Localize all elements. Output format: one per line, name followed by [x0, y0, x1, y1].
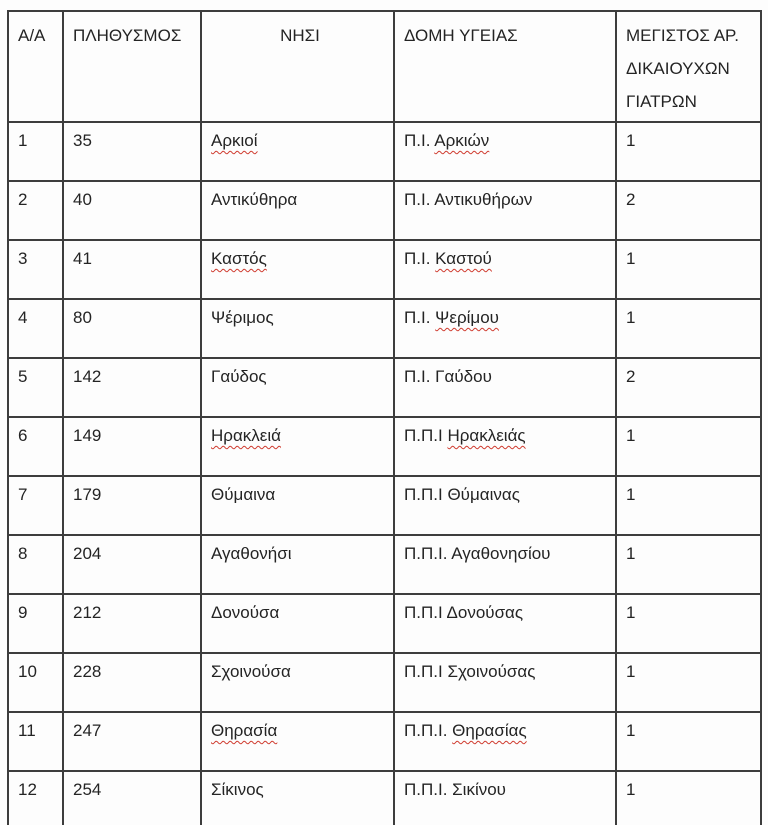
- cell-population: 80: [63, 299, 201, 358]
- cell-max-doctors: 1: [616, 594, 761, 653]
- cell-island: [201, 358, 394, 417]
- cell-population: 142: [63, 358, 201, 417]
- table-row: [8, 181, 761, 240]
- cell-population: 212: [63, 594, 201, 653]
- health-unit-text: Π.Π.Ι: [404, 426, 448, 445]
- island-misspelled-text: Αρκιοί: [211, 131, 258, 150]
- cell-max-doctors: 1: [616, 771, 761, 825]
- cell-population: 204: [63, 535, 201, 594]
- health-unit-misspelled-text: Θηρασίας: [452, 721, 527, 740]
- cell-island: [201, 653, 394, 712]
- cell-max-doctors: 1: [616, 417, 761, 476]
- cell-max-doctors: 1: [616, 122, 761, 181]
- cell-population: 40: [63, 181, 201, 240]
- cell-max-doctors: 1: [616, 240, 761, 299]
- cell-max-doctors: 1: [616, 653, 761, 712]
- cell-population: 254: [63, 771, 201, 825]
- table-row: [8, 476, 761, 535]
- table-row: [8, 712, 761, 771]
- island-text: Θύμαινα: [211, 485, 276, 504]
- cell-health-unit: [394, 240, 616, 299]
- health-unit-text: Π.Ι. Γαύδου: [404, 367, 492, 386]
- cell-health-unit: [394, 358, 616, 417]
- table-row: [8, 417, 761, 476]
- cell-island: [201, 535, 394, 594]
- cell-serial: 5: [8, 358, 63, 417]
- cell-island: [201, 240, 394, 299]
- island-text: Δονούσα: [211, 603, 280, 622]
- cell-serial: 3: [8, 240, 63, 299]
- cell-health-unit: [394, 535, 616, 594]
- cell-health-unit: [394, 299, 616, 358]
- cell-health-unit: [394, 653, 616, 712]
- cell-max-doctors: 2: [616, 358, 761, 417]
- health-unit-text: Π.Π.Ι Θύμαινας: [404, 485, 520, 504]
- cell-health-unit: [394, 712, 616, 771]
- cell-max-doctors: 1: [616, 712, 761, 771]
- cell-max-doctors: 1: [616, 535, 761, 594]
- column-header-population: ΠΛΗΘΥΣΜΟΣ: [63, 11, 201, 122]
- cell-island: [201, 122, 394, 181]
- health-unit-text: Π.Π.Ι. Αγαθονησίου: [404, 544, 551, 563]
- table-row: [8, 535, 761, 594]
- cell-max-doctors: 1: [616, 476, 761, 535]
- island-misspelled-text: Καστός: [211, 249, 267, 268]
- island-doctors-table: [7, 10, 762, 825]
- cell-health-unit: [394, 476, 616, 535]
- cell-population: 149: [63, 417, 201, 476]
- cell-health-unit: [394, 417, 616, 476]
- health-unit-text: Π.Π.Ι Σχοινούσας: [404, 662, 536, 681]
- cell-population: 35: [63, 122, 201, 181]
- cell-serial: 1: [8, 122, 63, 181]
- cell-island: [201, 476, 394, 535]
- cell-population: 228: [63, 653, 201, 712]
- cell-serial: 12: [8, 771, 63, 825]
- cell-population: 247: [63, 712, 201, 771]
- cell-population: 41: [63, 240, 201, 299]
- health-unit-text: Π.Ι.: [404, 131, 435, 150]
- health-unit-text: Π.Π.Ι Δονούσας: [404, 603, 524, 622]
- column-header-max-doctors: ΜΕΓΙΣΤΟΣ ΑΡ. ΔΙΚΑΙΟΥΧΩΝ ΓΙΑΤΡΩΝ: [616, 11, 761, 122]
- health-unit-misspelled-text: Ηρακλειάς: [447, 426, 526, 445]
- cell-max-doctors: 1: [616, 299, 761, 358]
- health-unit-misspelled-text: Καστού: [435, 249, 492, 268]
- island-text: Σχοινούσα: [211, 662, 291, 681]
- island-text: Αγαθονήσι: [211, 544, 292, 563]
- header-row: [8, 11, 761, 122]
- table-row: [8, 594, 761, 653]
- cell-health-unit: [394, 771, 616, 825]
- cell-population: 179: [63, 476, 201, 535]
- cell-island: [201, 594, 394, 653]
- health-unit-text: Π.Ι.: [404, 249, 436, 268]
- cell-island: [201, 299, 394, 358]
- cell-serial: 9: [8, 594, 63, 653]
- column-header-island: ΝΗΣΙ: [201, 11, 394, 122]
- island-misspelled-text: Ηρακλειά: [211, 426, 281, 445]
- table-row: [8, 771, 761, 825]
- cell-serial: 8: [8, 535, 63, 594]
- table-row: [8, 653, 761, 712]
- table-row: [8, 299, 761, 358]
- cell-serial: 11: [8, 712, 63, 771]
- cell-health-unit: [394, 122, 616, 181]
- health-unit-text: Π.Π.Ι. Σικίνου: [404, 780, 506, 799]
- cell-health-unit: [394, 594, 616, 653]
- table-row: [8, 358, 761, 417]
- cell-serial: 4: [8, 299, 63, 358]
- cell-island: [201, 771, 394, 825]
- island-text: Αντικύθηρα: [211, 190, 298, 209]
- table-row: [8, 240, 761, 299]
- cell-max-doctors: 2: [616, 181, 761, 240]
- island-text: Σίκινος: [211, 780, 264, 799]
- cell-serial: 10: [8, 653, 63, 712]
- column-header-health-unit: ΔΟΜΗ ΥΓΕΙΑΣ: [394, 11, 616, 122]
- column-header-serial: Α/Α: [8, 11, 63, 122]
- cell-island: [201, 181, 394, 240]
- table-row: [8, 122, 761, 181]
- island-text: Γαύδος: [211, 367, 267, 386]
- island-text: Ψέριμος: [211, 308, 274, 327]
- cell-island: [201, 417, 394, 476]
- island-misspelled-text: Θηρασία: [211, 721, 278, 740]
- cell-serial: 2: [8, 181, 63, 240]
- health-unit-text: Π.Π.Ι.: [404, 721, 453, 740]
- cell-serial: 6: [8, 417, 63, 476]
- cell-health-unit: [394, 181, 616, 240]
- cell-island: [201, 712, 394, 771]
- health-unit-misspelled-text: Ψερίμου: [435, 308, 499, 327]
- cell-serial: 7: [8, 476, 63, 535]
- health-unit-text: Π.Ι.: [404, 308, 436, 327]
- health-unit-text: Π.Ι. Αντικυθήρων: [404, 190, 533, 209]
- health-unit-misspelled-text: Αρκιών: [434, 131, 490, 150]
